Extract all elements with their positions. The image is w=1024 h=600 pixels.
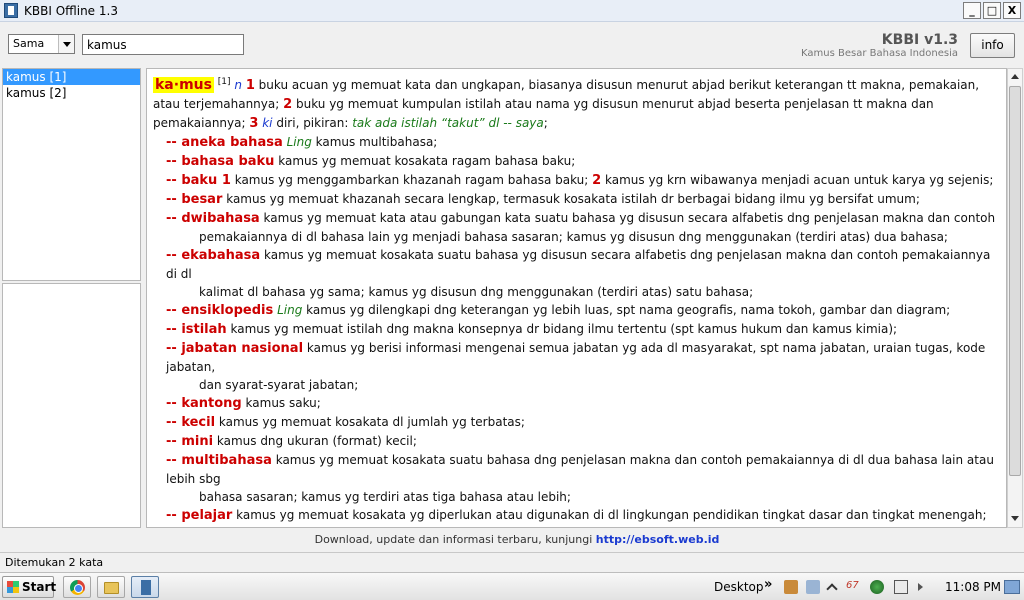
match-mode-select[interactable] (8, 34, 75, 54)
clock[interactable]: 11:08 PM (945, 580, 1001, 594)
volume-icon[interactable] (918, 583, 923, 591)
toolbar (0, 23, 1024, 65)
subentry-text: kamus yg memuat kosakata suatu bahasa dng penjelasan makna dan contoh pemakaiannya di dl dua bahasa lain atau lebih sbg (166, 453, 994, 486)
kbbi-app-icon (4, 3, 18, 18)
subentry-headword: -- multibahasa (166, 453, 272, 468)
tray-antivirus-icon[interactable]: 67 (846, 580, 859, 591)
subentry (153, 190, 1000, 209)
subentry-continuation: pemakaiannya di dl bahasa lain yg menjadi bahasa sasaran; kamus yg disusun dng menggunakan (terdiri atas) dua bahasa; (199, 230, 948, 244)
subentry-headword: -- besar (166, 192, 223, 207)
sense-number: 3 (249, 116, 259, 131)
brand-name: KBBI v1.3 (881, 32, 958, 48)
results-list (2, 68, 141, 281)
subentry (153, 133, 1000, 152)
subentry-text: kamus yg berisi informasi mengenai semua jabatan yg ada dl masyarakat, spt nama jabatan, uraian tugas, kode jabatan, (166, 341, 986, 374)
subentry-headword: -- kantong (166, 396, 242, 411)
chrome-icon (70, 580, 85, 595)
word-class: n (234, 78, 242, 92)
network-globe-icon[interactable] (870, 580, 884, 594)
subentry (153, 394, 1000, 413)
start-label: Start (22, 580, 57, 594)
sense-text: buku yg memuat kumpulan istilah atau nama yg disusun menurut abjad beserta penjelasan tt makna dan pemakaiannya; (153, 97, 934, 130)
tray-app-icon[interactable] (806, 580, 820, 594)
homonym-number: [1] (217, 77, 231, 87)
brand (801, 33, 958, 60)
vertical-scrollbar[interactable] (1007, 68, 1023, 528)
subentry-text: kamus yg memuat khazanah secara lengkap, termasuk kosakata istilah dr berbagai bidang ilmu yg bersifat umum; (226, 192, 920, 206)
subentry (153, 451, 1000, 506)
secondary-panel (2, 283, 141, 528)
subentry (153, 320, 1000, 339)
subentry-headword: -- pelajar (166, 508, 233, 523)
subentry-text: kamus saku; (245, 396, 321, 410)
subentry-text: kamus yg memuat kosakata ragam bahasa baku; (278, 154, 576, 168)
subentry (153, 209, 1000, 246)
chevron-right-icon[interactable]: » (764, 577, 773, 592)
subentry (153, 152, 1000, 171)
subentry-headword: -- kecil (166, 415, 216, 430)
taskbar-chrome-button[interactable] (63, 576, 91, 598)
close-button[interactable]: X (1003, 2, 1021, 19)
sense-number: 2 (592, 173, 602, 188)
subentry (153, 432, 1000, 451)
subentry (153, 413, 1000, 432)
kbbi-app-icon (141, 580, 151, 595)
result-item[interactable]: kamus [2] (6, 86, 67, 100)
maximize-button[interactable]: □ (983, 2, 1001, 19)
scroll-down-arrow-icon[interactable] (1008, 511, 1022, 527)
device-icon[interactable] (894, 580, 908, 594)
sense-text: ; (543, 116, 548, 130)
search-input[interactable] (82, 34, 244, 55)
chevron-up-icon[interactable] (826, 583, 837, 594)
footer-info (0, 530, 1024, 552)
subentry (153, 301, 1000, 320)
scroll-up-arrow-icon[interactable] (1008, 69, 1022, 85)
subentry (153, 171, 1000, 190)
taskbar (0, 572, 1024, 600)
website-link[interactable]: http://ebsoft.web.id (595, 533, 720, 546)
start-button[interactable] (2, 576, 57, 598)
match-mode-value: Sama (13, 37, 45, 50)
subentry-headword: -- istilah (166, 322, 227, 337)
sense-text: diri, pikiran: (272, 116, 353, 130)
subentry-continuation: dan syarat-syarat jabatan; (199, 378, 359, 392)
subentry-text (166, 527, 980, 528)
subentry-text: kamus yg memuat kosakata suatu bahasa yg disusun secara alfabetis dng penjelasan makna dan contoh pemakaiannya di dl (166, 248, 991, 281)
subentry (153, 246, 1000, 301)
subentry-text: kamus yg memuat istilah dng makna konsepnya dr bidang ilmu tertentu (spt kamus hukum dan kamus kimia); (230, 322, 898, 336)
taskbar-kbbi-button[interactable] (131, 576, 159, 598)
subentry (153, 506, 1000, 525)
subentry (153, 339, 1000, 394)
subentry-text: kamus yg memuat kosakata yg diperlukan atau digunakan di dl lingkungan pendidikan tingkat dasar dan tingkat menengah; (236, 508, 987, 522)
subentry-continuation: bahasa sasaran; kamus yg terdiri atas tiga bahasa atau lebih; (199, 490, 571, 504)
example-text: tak ada istilah “takut” dl -- saya (352, 116, 544, 130)
subentry-continuation: kalimat dl bahasa yg sama; kamus yg disusun dng menggunakan (terdiri atas) satu bahasa; (199, 285, 754, 299)
subentry-headword: -- dwibahasa (166, 211, 260, 226)
subentry-headword: -- ekabahasa (166, 248, 261, 263)
footer-text: Download, update dan informasi terbaru, kunjungi (314, 533, 596, 546)
subentry-text: kamus yg memuat kata atau gabungan kata suatu bahasa yg disusun secara alfabetis dng penjelasan makna dan contoh (263, 211, 996, 225)
info-button[interactable]: info (970, 33, 1015, 58)
result-item[interactable]: kamus [1] (3, 69, 140, 85)
folder-icon (104, 582, 119, 594)
status-bar (0, 552, 1024, 572)
field-label: Ling (286, 135, 312, 149)
sense-text: buku acuan yg memuat kata dan ungkapan, biasanya disusun menurut abjad berikut keterangan tt makna, pemakaian, atau terjemahannya; (153, 78, 980, 111)
taskbar-explorer-button[interactable] (97, 576, 125, 598)
subentry-text: kamus dng ukuran (format) kecil; (216, 434, 417, 448)
subentry-headword: -- mini (166, 434, 214, 449)
sense-number: 1 (245, 78, 255, 93)
subentry-text: kamus yg memuat kosakata dl jumlah yg terbatas; (218, 415, 525, 429)
field-label: Ling (277, 303, 303, 317)
subentry-text: kamus yg dilengkapi dng keterangan yg lebih luas, spt nama geografis, nama tokoh, gambar dan diagram; (306, 303, 951, 317)
window-title: KBBI Offline 1.3 (24, 4, 118, 18)
scroll-thumb[interactable] (1009, 86, 1021, 476)
brand-subtitle: Kamus Besar Bahasa Indonesia (801, 48, 958, 59)
subentry-headword: -- aneka bahasa (166, 135, 283, 150)
chevron-down-icon[interactable] (58, 35, 74, 53)
subentry-headword: -- jabatan nasional (166, 341, 304, 356)
sense-number: 2 (283, 97, 293, 112)
tray-app-icon[interactable] (784, 580, 798, 594)
minimize-button[interactable]: _ (963, 2, 981, 19)
headword: ka·mus (155, 77, 212, 93)
subentry-headword (166, 527, 216, 528)
subentry-headword: -- ensiklopedis (166, 303, 274, 318)
definition-panel (146, 68, 1007, 528)
subentry (153, 525, 1000, 528)
desktop-toolbar-label[interactable]: Desktop (714, 580, 764, 594)
subentry-headword: -- baku 1 (166, 173, 231, 188)
status-text: Ditemukan 2 kata (5, 556, 104, 569)
usage-label: ki (262, 116, 273, 130)
subentry-text: kamus yg krn wibawanya menjadi acuan untuk karya yg sejenis; (605, 173, 994, 187)
main-definition (153, 76, 1000, 133)
windows-logo-icon (7, 581, 19, 593)
subentry-text: kamus multibahasa; (315, 135, 438, 149)
subentry-headword: -- bahasa baku (166, 154, 275, 169)
title-bar (0, 0, 1024, 22)
show-desktop-icon[interactable] (1004, 580, 1020, 594)
subentry-text: kamus yg menggambarkan khazanah ragam bahasa baku; (234, 173, 589, 187)
